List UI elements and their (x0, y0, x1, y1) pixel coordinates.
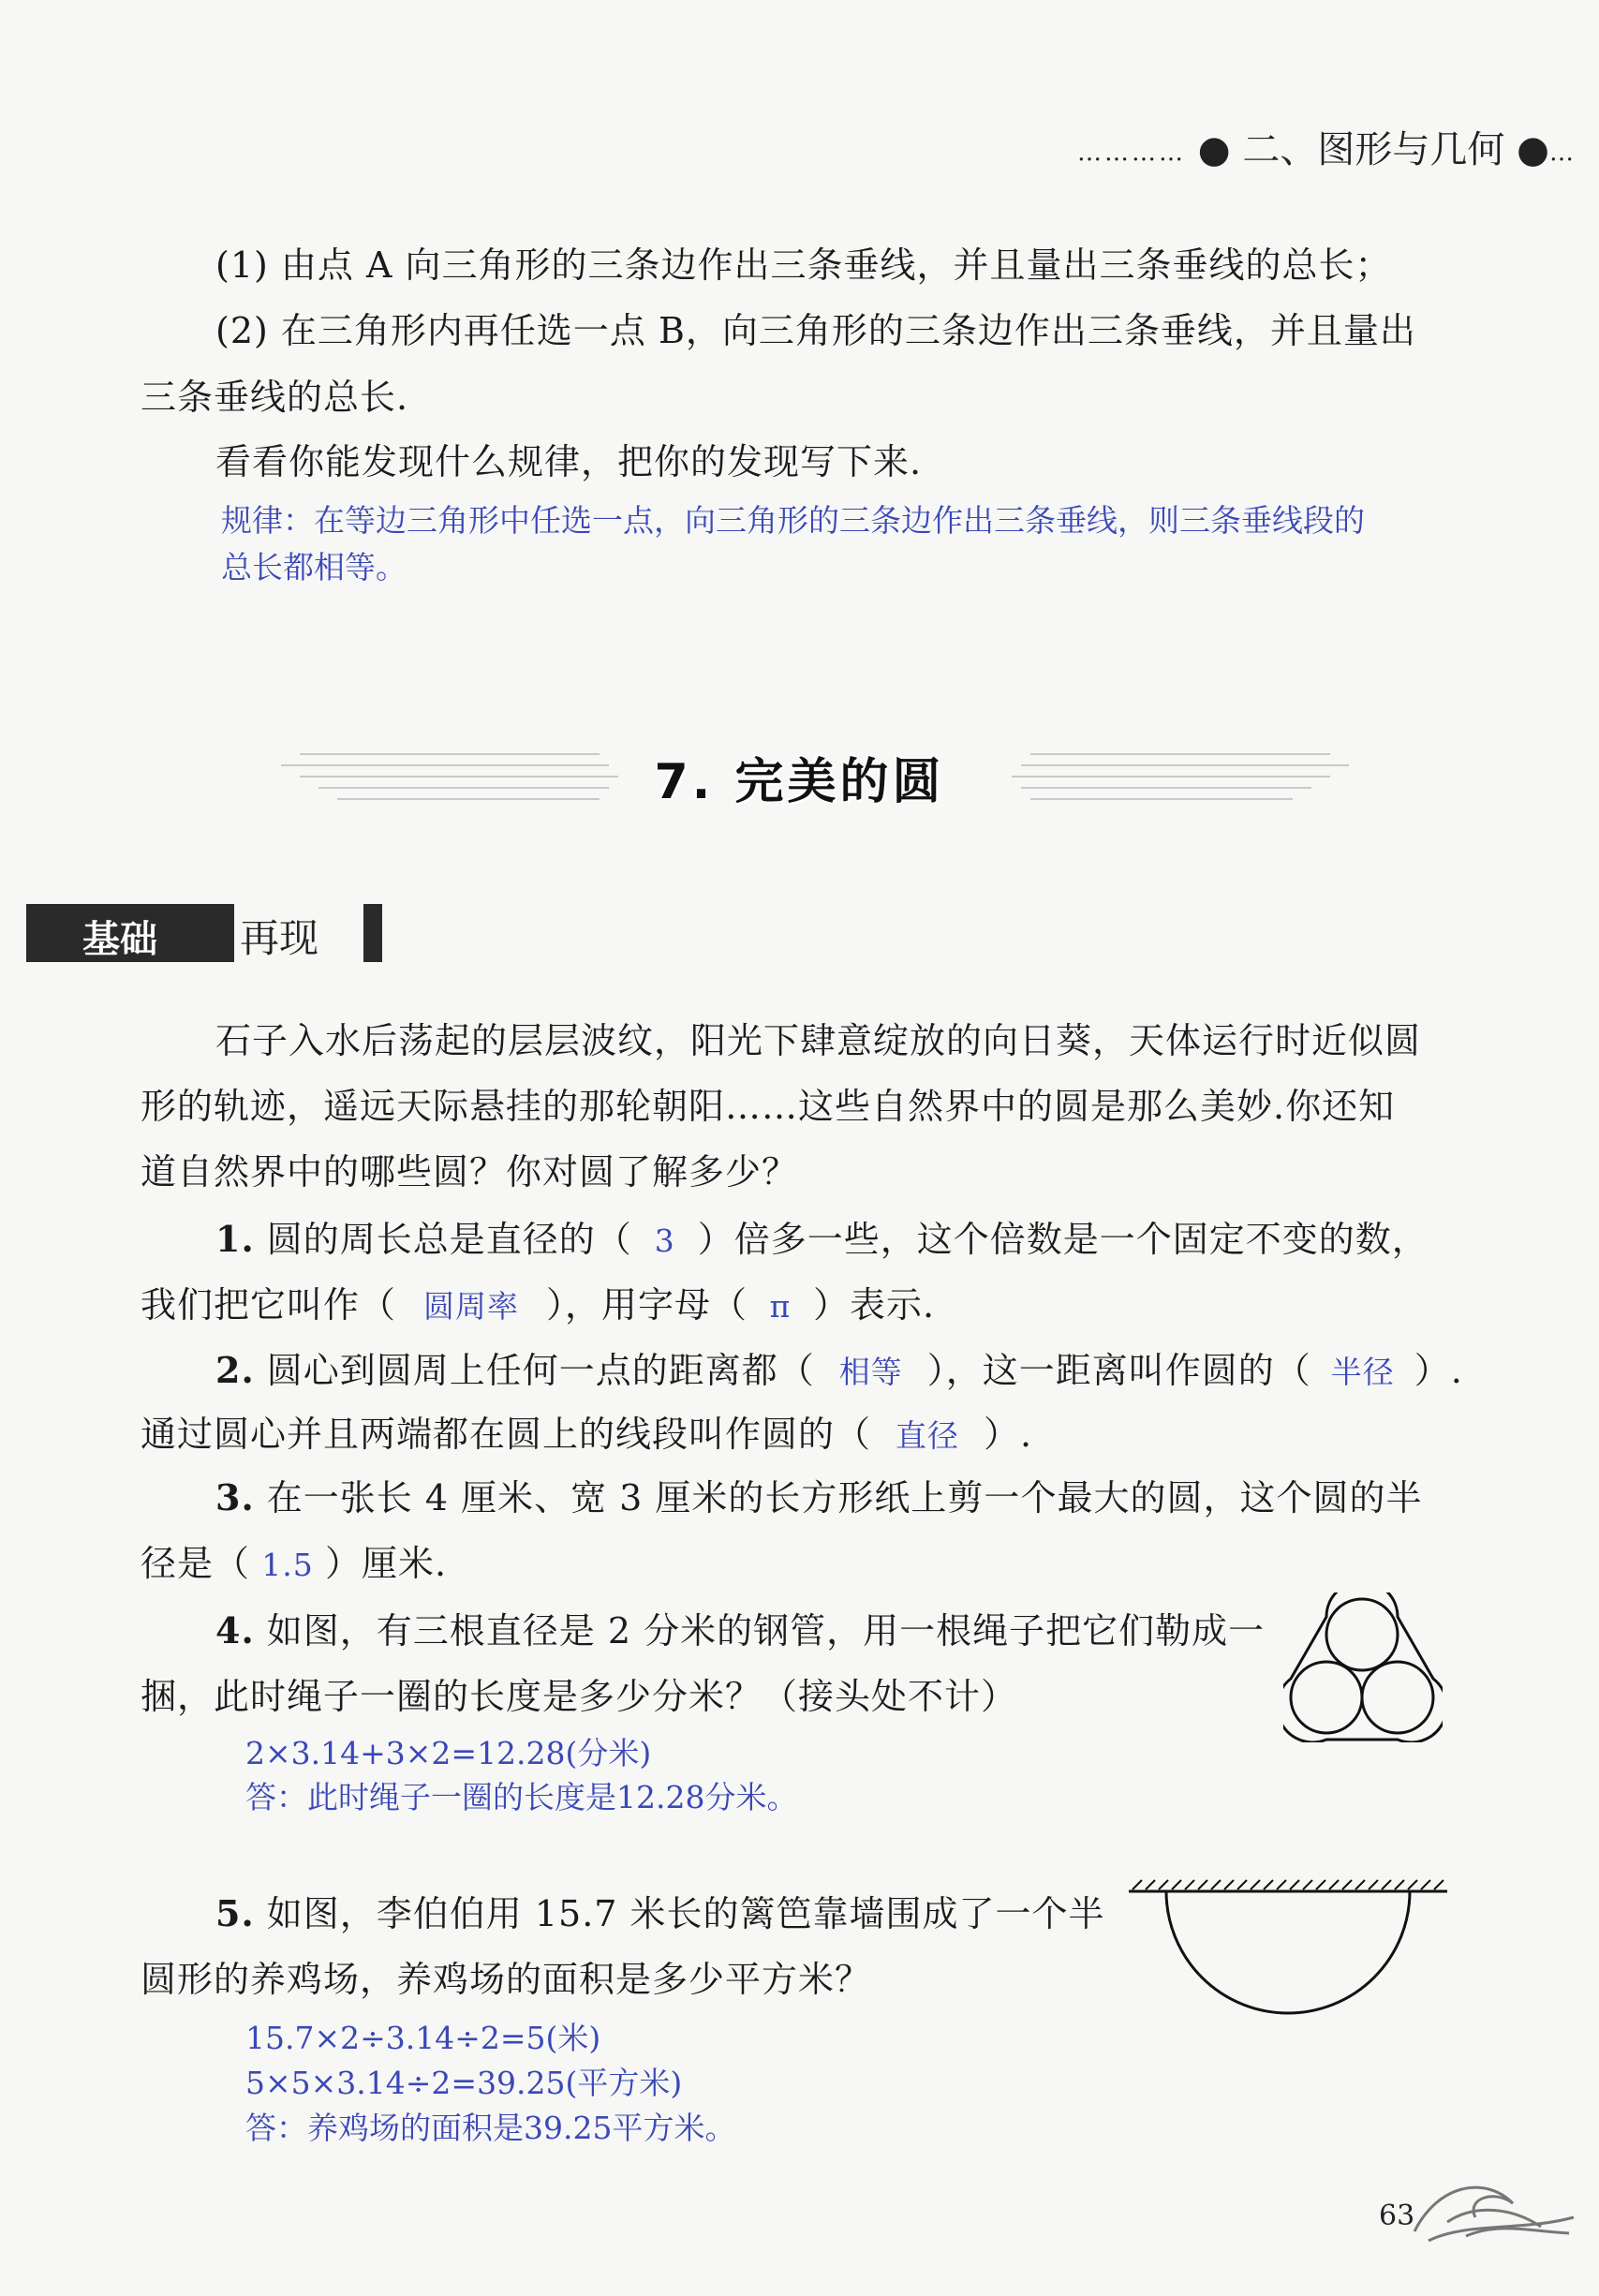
question-2-line-2 (141, 1405, 1032, 1457)
question-1-line-1 (215, 1210, 1429, 1262)
intro-answer-b: 总长都相等。 (221, 549, 407, 585)
section-title: 7. 完美的圆 (654, 754, 945, 810)
page-number: 63 (1379, 2200, 1415, 2232)
question-2-text-c: ）. (1414, 1350, 1463, 1391)
question-1-text-a: 圆的周长总是直径的（ (266, 1219, 632, 1260)
question-2-answer-2: 半径 (1330, 1354, 1395, 1390)
semicircle-coop-figure (1129, 1878, 1447, 2075)
header-dots-right: … (1549, 139, 1577, 167)
question-2-answer-3: 直径 (896, 1417, 960, 1454)
paragraph-line-3: 道自然界中的哪些圆？你对圆了解多少？ (141, 1151, 799, 1192)
badge-normal-label: 再现 (240, 915, 319, 961)
badge-end-block (363, 904, 382, 962)
question-3-answer-1: 1.5 (261, 1547, 314, 1583)
question-3-line-1 (215, 1469, 1422, 1520)
intro-prompt: 看看你能发现什么规律，把你的发现写下来. (215, 441, 923, 482)
question-1-answer-2: 圆周率 (423, 1288, 520, 1325)
badge-bold-label: 基础 (82, 918, 157, 961)
question-2-line-1 (215, 1341, 1463, 1393)
question-2-text-b: ），这一距离叫作圆的（ (926, 1350, 1311, 1391)
intro-step2-b: 三条垂线的总长. (141, 377, 409, 418)
intro-step1: (1) 由点 A 向三角形的三条边作出三条垂线，并且量出三条垂线的总长； (215, 244, 1392, 286)
question-4-text-a: 如图，有三根直径是 2 分米的钢管，用一根绳子把它们勒成一 (266, 1610, 1266, 1652)
running-header (1077, 120, 1577, 173)
dot-icon: ● (1517, 128, 1549, 171)
question-3-text-a: 在一张长 4 厘米、宽 3 厘米的长方形纸上剪一个最大的圆，这个圆的半 (266, 1477, 1423, 1518)
intro-answer-a: 规律：在等边三角形中任选一点，向三角形的三条边作出三条垂线，则三条垂线段的 (221, 502, 1365, 539)
question-4-number: 4. (215, 1609, 255, 1652)
question-2-answer-1: 相等 (838, 1354, 903, 1390)
paragraph-line-1: 石子入水后荡起的层层波纹，阳光下肆意绽放的向日葵，天体运行时近似圆 (215, 1020, 1422, 1061)
question-2-text-e: ）. (984, 1414, 1033, 1455)
three-pipes-figure (1283, 1592, 1443, 1742)
section-badge (26, 904, 363, 962)
question-2-text-d: 通过圆心并且两端都在圆上的线段叫作圆的（ (141, 1414, 872, 1455)
header-dots-left: ………… (1077, 139, 1187, 167)
question-1-text-b: ）倍多一些，这个倍数是一个固定不变的数， (697, 1219, 1429, 1260)
question-5-line-2: 圆形的养鸡场，养鸡场的面积是多少平方米？ (141, 1959, 872, 2000)
question-4-line-1 (215, 1602, 1265, 1653)
wave-ornament-icon (1410, 2166, 1578, 2250)
question-1-line-2 (141, 1276, 935, 1327)
question-1-text-e: ）表示. (813, 1284, 936, 1326)
question-2-text-a: 圆心到圆周上任何一点的距离都（ (266, 1350, 815, 1391)
question-5-answer-2: 5×5×3.14÷2=39.25(平方米) (245, 2065, 683, 2101)
question-3-text-b: 径是（ (141, 1543, 251, 1584)
dot-icon: ● (1197, 128, 1231, 171)
question-5-line-1 (215, 1885, 1105, 1936)
question-4-answer-1: 2×3.14+3×2=12.28(分米) (245, 1735, 652, 1771)
header-title: 二、图形与几何 (1242, 128, 1505, 171)
question-3-line-2 (141, 1534, 447, 1586)
question-5-number: 5. (215, 1892, 255, 1934)
intro-step2-a: (2) 在三角形内再任选一点 B，向三角形的三条边作出三条垂线，并且量出 (215, 310, 1416, 351)
question-5-answer-1: 15.7×2÷3.14÷2=5(米) (245, 2020, 601, 2056)
question-2-number: 2. (215, 1349, 255, 1391)
question-1-text-d: ），用字母（ (546, 1284, 748, 1326)
question-1-number: 1. (215, 1218, 255, 1260)
question-1-answer-1: 3 (654, 1222, 675, 1259)
question-1-text-c: 我们把它叫作（ (141, 1284, 397, 1326)
question-5-text-a: 如图，李伯伯用 15.7 米长的篱笆靠墙围成了一个半 (266, 1893, 1105, 1934)
question-4-line-2: 捆，此时绳子一圈的长度是多少分米？（接头处不计） (141, 1676, 1018, 1717)
paragraph-line-2: 形的轨迹，遥远天际悬挂的那轮朝阳……这些自然界中的圆是那么美妙.你还知 (141, 1086, 1396, 1127)
question-3-text-c: ）厘米. (325, 1543, 448, 1584)
question-3-number: 3. (215, 1476, 255, 1518)
question-4-answer-2: 答：此时绳子一圈的长度是12.28分米。 (245, 1779, 798, 1815)
question-1-answer-3: π (769, 1288, 792, 1325)
question-5-answer-3: 答：养鸡场的面积是39.25平方米。 (245, 2110, 736, 2146)
